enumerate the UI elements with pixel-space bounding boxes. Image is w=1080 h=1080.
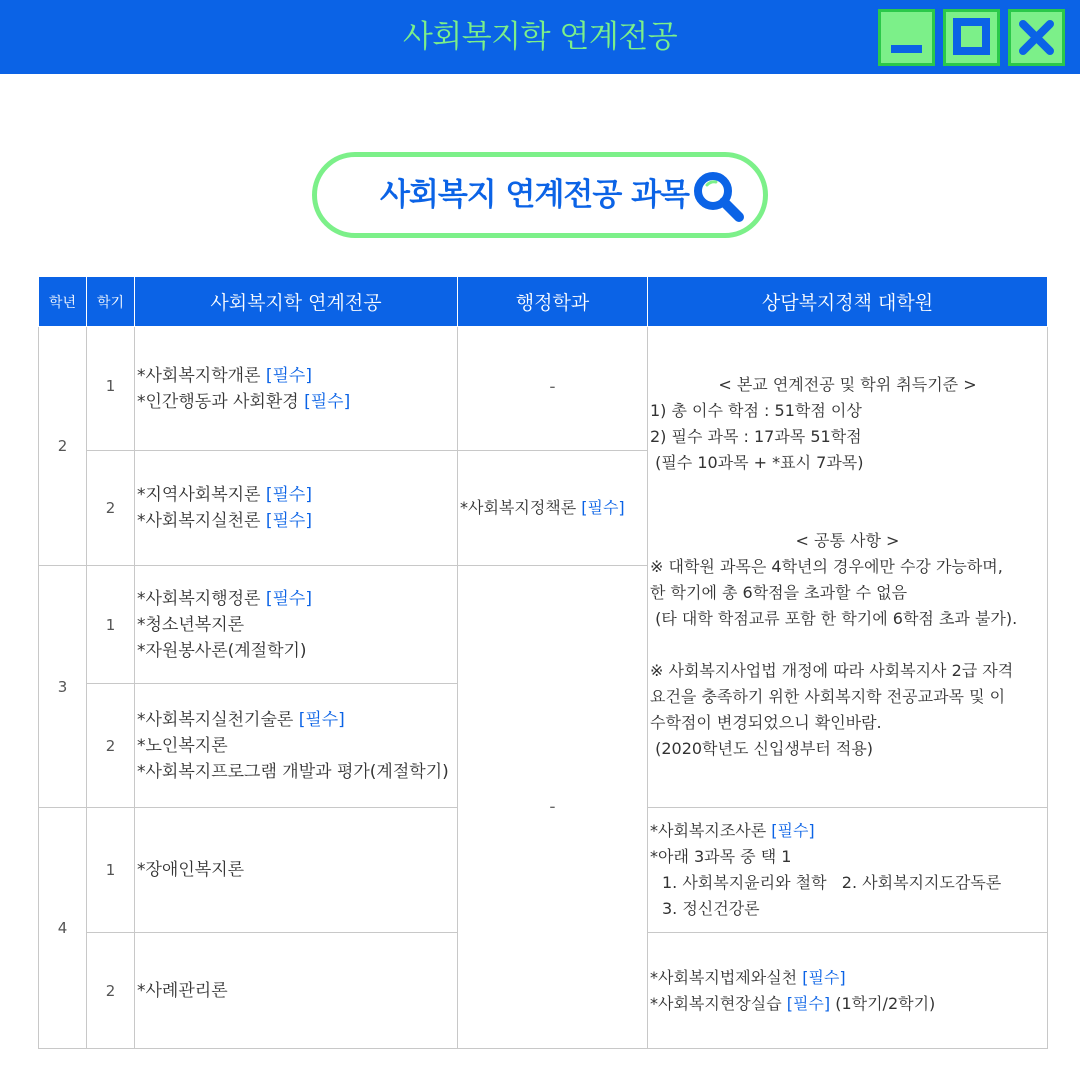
course-cell [135, 451, 458, 566]
required-tag: [필수] [581, 498, 625, 517]
course-item: *사회복지실천론 [필수] [137, 511, 312, 531]
title-bar [0, 0, 1080, 74]
course-cell [135, 933, 458, 1049]
table-header-row [39, 277, 1048, 327]
header-grad: 상담복지정책 대학원 [648, 277, 1048, 327]
semester-cell: 1 [87, 808, 135, 933]
course-item: *사회복지실천기술론 [필수] [137, 709, 345, 730]
course-item: *노인복지론 [137, 735, 228, 756]
required-tag: [필수] [265, 511, 312, 531]
required-tag: [필수] [265, 365, 312, 386]
grad-course-cell [648, 808, 1048, 933]
semester-cell: 2 [87, 684, 135, 808]
course-item: *청소년복지론 [137, 614, 245, 635]
semester-cell: 1 [87, 327, 135, 451]
note-line: (2020학년도 신입생부터 적용) [650, 739, 874, 758]
course-item: *사회복지프로그램 개발과 평가(계절학기) [137, 761, 449, 782]
minimize-button[interactable] [878, 9, 935, 66]
note-line: ※ 사회복지사업법 개정에 따라 사회복지사 2급 자격 [650, 661, 1014, 680]
window-title: 사회복지학 연계전공 [402, 19, 678, 55]
maximize-icon [946, 12, 997, 63]
year-cell: 2 [39, 327, 87, 566]
search-icon [689, 167, 747, 225]
criteria-line: (필수 10과목 + *표시 7과목) [650, 453, 864, 472]
required-tag: [필수] [802, 967, 846, 987]
maximize-button[interactable] [943, 9, 1000, 66]
grad-course-cell [648, 933, 1048, 1049]
close-button[interactable] [1008, 9, 1065, 66]
course-item: *지역사회복지론 [필수] [137, 485, 312, 505]
criteria-heading: < 본교 연계전공 및 학위 취득기준 > [718, 375, 977, 394]
course-item: *사회복지학개론 [필수] [137, 365, 312, 386]
header-year: 학년 [39, 277, 87, 327]
admin-cell: *사회복지정책론 [필수] [458, 451, 648, 566]
close-icon [1011, 12, 1062, 63]
required-tag: [필수] [304, 391, 351, 412]
header-major: 사회복지학 연계전공 [135, 277, 458, 327]
course-item: *사례관리론 [137, 980, 228, 1001]
course-item: *장애인복지론 [137, 860, 245, 880]
grad-info-cell [648, 327, 1048, 808]
required-tag: [필수] [786, 993, 831, 1013]
grad-course-item: *사회복지현장실습 [필수] (1학기/2학기) [650, 993, 936, 1013]
required-tag: [필수] [298, 709, 345, 730]
semester-cell: 1 [87, 566, 135, 684]
required-tag: [필수] [771, 821, 815, 840]
grad-course-item: *사회복지법제와실천 [필수] [650, 967, 846, 987]
semester-cell: 2 [87, 451, 135, 566]
admin-cell: - [458, 566, 648, 1049]
elective-option: 3. 정신건강론 [662, 899, 760, 918]
course-cell [135, 684, 458, 808]
course-cell [135, 808, 458, 933]
minimize-icon [881, 12, 932, 63]
course-cell [135, 327, 458, 451]
note-line: 수학점이 변경되었으니 확인바람. [650, 713, 882, 732]
note-line: 요건을 충족하기 위한 사회복지학 전공교과목 및 이 [650, 687, 1006, 706]
admin-cell: - [458, 327, 648, 451]
grad-course-item: *아래 3과목 중 택 1 [650, 847, 792, 866]
required-tag: [필수] [265, 485, 312, 505]
required-tag: [필수] [265, 588, 312, 609]
note-line: (타 대학 학점교류 포함 한 학기에 6학점 초과 불가). [650, 609, 1018, 628]
course-item: *인간행동과 사회환경 [필수] [137, 391, 351, 412]
note-line: ※ 대학원 과목은 4학년의 경우에만 수강 가능하며, [650, 557, 1003, 576]
semester-cell: 2 [87, 933, 135, 1049]
header-semester: 학기 [87, 277, 135, 327]
table-row [39, 327, 1048, 451]
course-item: *자원봉사론(계절학기) [137, 640, 307, 661]
year-cell: 3 [39, 566, 87, 808]
curriculum-table [38, 276, 1048, 1049]
section-heading [312, 152, 768, 238]
grad-course-item: *사회복지조사론 [필수] [650, 821, 815, 840]
course-item: *사회복지행정론 [필수] [137, 588, 312, 609]
year-cell: 4 [39, 808, 87, 1049]
criteria-line: 2) 필수 과목 : 17과목 51학점 [650, 427, 862, 446]
common-heading: < 공통 사항 > [795, 531, 900, 550]
note-line: 한 학기에 총 6학점을 초과할 수 없음 [650, 583, 908, 602]
course-cell [135, 566, 458, 684]
elective-option: 1. 사회복지윤리와 철학 2. 사회복지지도감독론 [662, 873, 1002, 892]
header-admin: 행정학과 [458, 277, 648, 327]
criteria-line: 1) 총 이수 학점 : 51학점 이상 [650, 401, 862, 420]
heading-text: 사회복지 연계전공 과목 [379, 177, 689, 213]
